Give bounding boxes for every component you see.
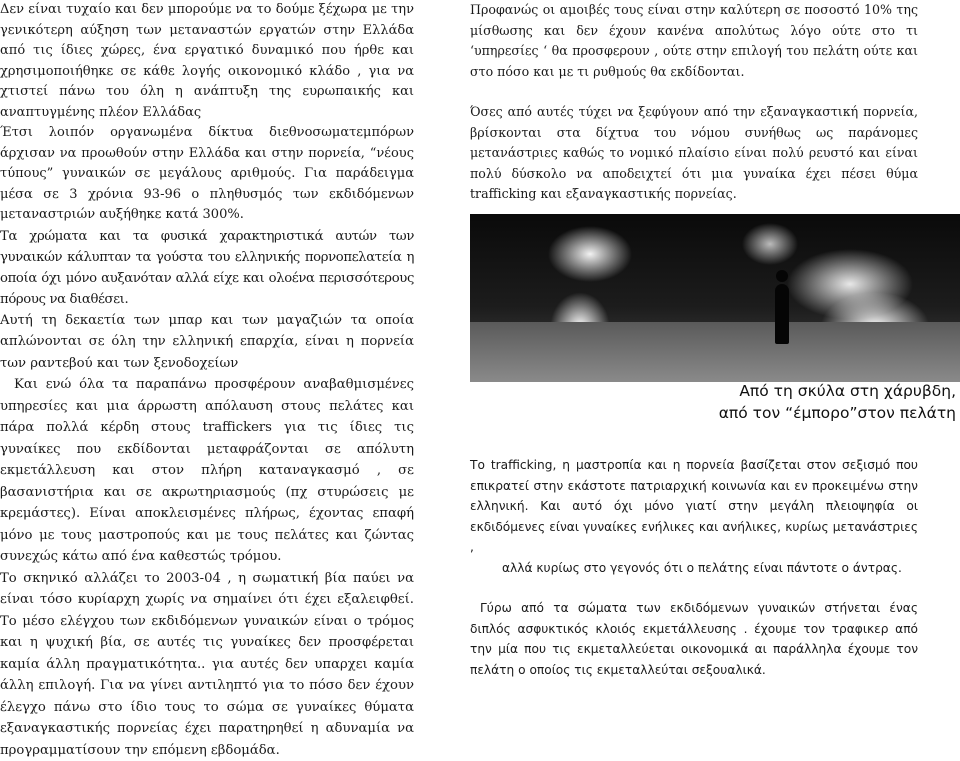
paragraph-services: Και ενώ όλα τα παραπάνω προσφέρουν αναβαθμισμένες υπηρεσίες και μια άρρωστη απόλαυση στους πελάτες και πάρα πολλά κέρδη στους traffickers για τις ίδιες τις γυναίκες που εκδίδονται μεταφράζονται σε απόλυτη εκμετάλλευση και στον πλήρη καταναγκασμό , σε βασανιστήρια και σε ακρωτηριασμούς (πχ στυρώσεις με κρεμάστες). Είναι αποκλεισμένες πλήρως, έχοντας επαφή μόνο με τους μαστροπούς και με τους πελάτες και ζώντας συνεχώς κάτω από ένα καθεστώς τρόμου.: [0, 374, 414, 568]
street: [470, 322, 960, 382]
caption-line-2: από τον “έμπορο”στον πελάτη: [686, 402, 956, 424]
photo-caption: [686, 380, 956, 424]
paragraph-colors: Τα χρώματα και τα φυσικά χαρακτηριστικά αυτών των γυναικών κάλυπταν τα γούστα του ελληνικής πορνοπελατεία η οποία όχι μόνο αυξανόταν αλλά είχε και ολοένα περισσότερους πόρους να διαθέσει.: [0, 226, 414, 310]
riot-fire-photo: [470, 214, 960, 382]
paragraph-decade: Αυτή τη δεκαετία των μπαρ και των μαγαζιών τα οποία απλώνονται σε όλη την ελληνική επαρχία, είναι η πορνεία των ραντεβού και των ξενοδοχείων: [0, 310, 414, 375]
person-silhouette: [775, 284, 789, 344]
right-column-top: [470, 0, 918, 205]
right-column-bottom: [470, 455, 918, 680]
caption-line-1: Από τη σκύλα στη χάρυβδη,: [686, 380, 956, 402]
paragraph-networks: Έτσι λοιπόν οργανωμένα δίκτυα διεθνοσωματεμπόρων άρχισαν να προωθούν στην Ελλάδα και στην πορνεία, “νέους τύπους” γυναικών σε μεγάλους αριθμούς. Για παράδειγμα μέσα σε 3 χρόνια 93-96 ο πληθυσμός των εκδιδόμενων μεταναστριών αυξήθηκε κατά 300%.: [0, 123, 414, 226]
paragraph-escape: Όσες από αυτές τύχει να ξεφύγουν από την εξαναγκαστική πορνεία, βρίσκονται στα δίχτυα του νόμου συνήθως ως παράνομες μετανάστριες καθώς το νομικό πλαίσιο είναι πολύ ρευστό και είναι πολύ δύσκολο να αποδειχτεί ότι μια γυναίκα έχει πέσει θύμα trafficking και εξαναγκαστικής πορνείας.: [470, 102, 918, 205]
left-column: [0, 0, 414, 761]
paragraph-scene-change: Το σκηνικό αλλάζει το 2003-04 , η σωματική βία παύει να είναι τόσο κυρίαρχη χωρίς να σημαίνει ότι έχει εξαλειφθεί. Το μέσο ελέγχου των εκδιδόμενων γυναικών είναι ο τρόμος και η ψυχική βία, σε αυτές τις γυναίκες δεν προσφέρεται καμία άλλη πραγματικότητα.. για αυτές δεν υπαρχει καμία άλλη επιλογή. Για να γίνει αντιληπτό για το πόσο δεν έχουν έλεγχο πάνω στο ίδιο τους το σώμα σε γυναίκες θύματα εξαναγκαστικής πορνείας έχει παρατηρηθεί η αδυναμία να προγραμματίσουν την επόμενη εβδομάδα.: [0, 568, 414, 761]
paragraph-intro: Δεν είναι τυχαίο και δεν μπορούμε να το δούμε ξέχωρα με την γενικότερη αύξηση των μεταναστών εργατών στην Ελλάδα από τις ίδιες χώρες, ένα εργατικό δυναμικό που ήρθε και χρησιμοποιήθηκε σε κάθε λογής οικονομικό κλάδο , για να χτιστεί πάνω του όλη η ανάπτυξη της ευρωπαικής και αναπτυγμένης πλέον Ελλάδας: [0, 0, 414, 123]
paragraph-trafficking: Το trafficking, η μαστροπία και η πορνεία βασίζεται στον σεξισμό που επικρατεί στην εκάστοτε πατριαρχική κοινωνία και εν προκειμένω στην ελληνική. Και αυτό όχι μόνο γιατί στην μεγάλη πλειοψηφία οι εκδιδόμενες είναι γυναίκες ενήλικες και ανήλικες, κυρίως μετανάστριες ,: [470, 455, 918, 558]
paragraph-wages: Προφανώς οι αμοιβές τους είναι στην καλύτερη σε ποσοστό 10% της μίσθωσης και δεν έχουν κανένα απολύτως λόγο ούτε στο τι ‘υπηρεσίες ‘ θα προσφερουν , ούτε στην επιλογή του πελάτη ούτε και στο πόσο και με τι ρυθμούς θα εκδίδονται.: [470, 0, 918, 82]
paragraph-double-ring: Γύρω από τα σώματα των εκδιδόμενων γυναικών στήνεται ένας διπλός ασφυκτικός κλοιός εκμετάλλευσης . έχουμε τον τραφικερ από την μία που τις εκμεταλλεύεται οικονομικά αι παράλληλα έχουμε τον πελάτη ο οποίος τις εκμεταλλεύται σεξουαλικά.: [470, 598, 918, 680]
paragraph-client: αλλά κυρίως στο γεγονός ότι ο πελάτης είναι πάντοτε ο άντρας.: [470, 558, 918, 579]
